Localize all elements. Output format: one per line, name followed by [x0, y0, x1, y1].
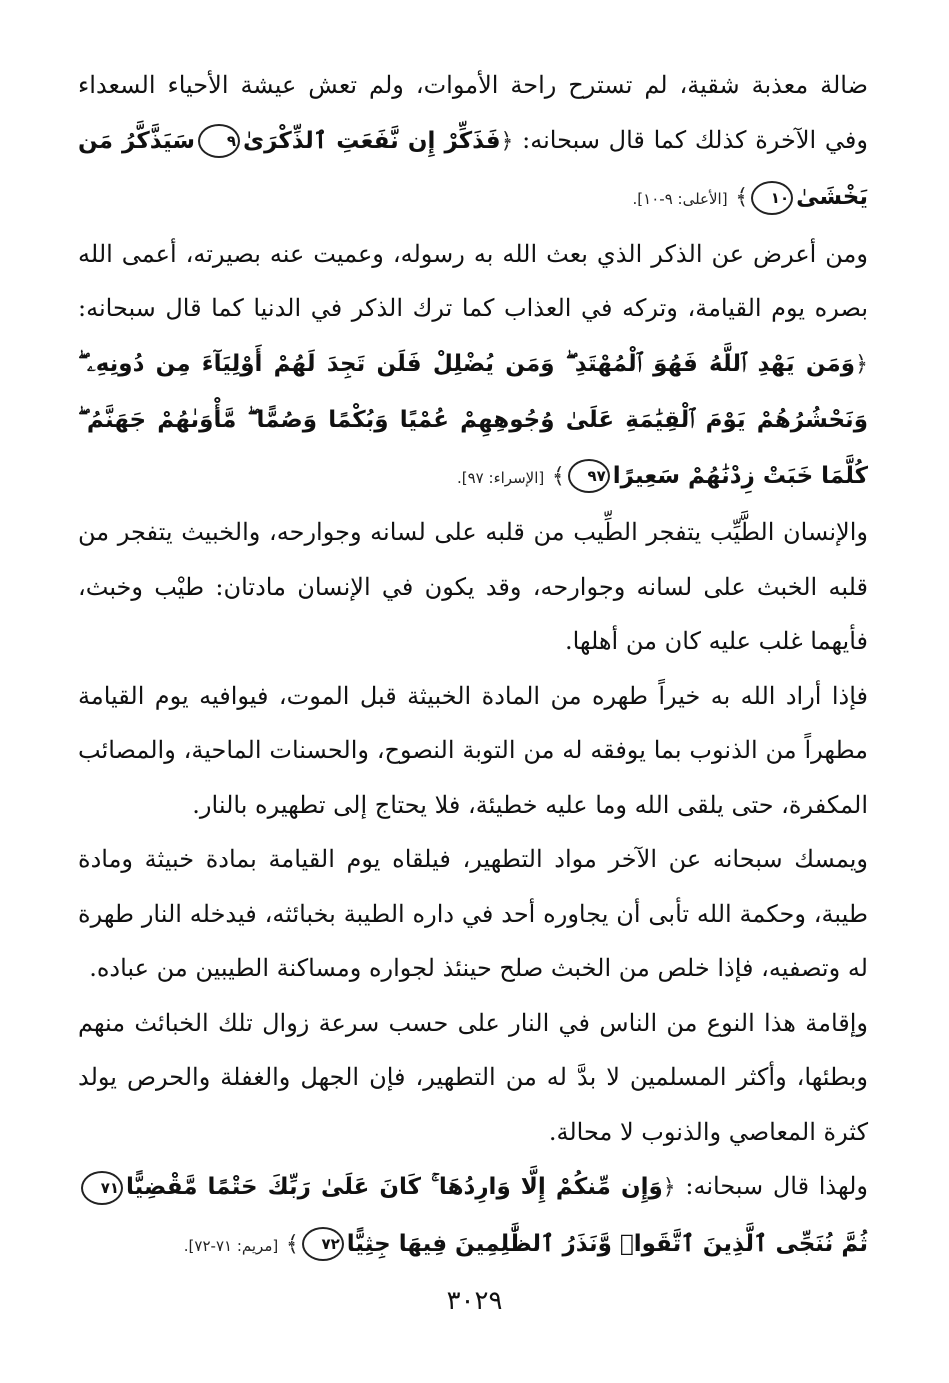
- quran-open-bracket: ﴿: [500, 128, 514, 154]
- paragraph-text: ضالة معذبة شقية، لم تسترح راحة الأموات، ولم تعش عيشة الأحياء السعداء وفي الآخرة كذلك كما قال سبحانه:: [78, 71, 868, 154]
- page-number: ٣٠٢٩: [446, 1286, 503, 1316]
- paragraph-3: والإنسان الطَّيِّب يتفجر الطِّيب من قلبه على لسانه وجوارحه، والخبيث يتفجر من قلبه الخبث على لسانه وجوارحه، وقد يكون في الإنسان مادتان: طيْب وخبث، فأيهما غلب عليه كان من أهلها.: [78, 518, 868, 655]
- paragraph-text: ولهذا قال سبحانه:: [675, 1172, 868, 1200]
- quran-close-bracket: ﴾: [551, 463, 565, 489]
- paragraph-1: [78, 58, 868, 227]
- quran-open-bracket: ﴿: [662, 1175, 676, 1200]
- verse-reference: [الأعلى: ٩-١٠].: [632, 190, 728, 208]
- quran-close-bracket: ﴾: [285, 1231, 299, 1257]
- ayah-number-marker: ٧١: [81, 1171, 123, 1205]
- paragraph-6: وإقامة هذا النوع من الناس في النار على حسب سرعة زوال تلك الخبائث منهم وبطئها، وأكثر المسلمين لا بدَّ له من التطهير، فإن الجهل والغفلة والحرص يولد كثرة المعاصي والذنوب لا محالة.: [78, 1008, 868, 1146]
- paragraph-7: [78, 1159, 868, 1273]
- ayah-number-marker: ١٠: [751, 181, 793, 215]
- quran-verse: وَإِن مِّنكُمْ إِلَّا وَارِدُهَا ۚ كَانَ عَلَىٰ رَبِّكَ حَتْمًا مَّقْضِيًّا: [126, 1174, 663, 1200]
- quran-verse: ثُمَّ نُنَجِّى ٱلَّذِينَ ٱتَّقَوا۟ وَّنَذَرُ ٱلظَّٰلِمِينَ فِيهَا جِثِيًّا: [346, 1230, 868, 1257]
- quran-open-bracket: ﴿: [855, 351, 868, 377]
- ayah-number-marker: ٩: [198, 124, 240, 158]
- quran-verse: سَيَذَّكَّرُ مَن يَخْشَىٰ: [78, 127, 868, 210]
- paragraph-text: ومن أعرض عن الذكر الذي بعث الله به رسوله، وعميت عنه بصيرته، أعمى الله بصره يوم القيامة، وتركه في العذاب كما ترك الذكر في الدنيا كما قال سبحانه:: [78, 239, 868, 322]
- paragraph-5: ويمسك سبحانه عن الآخر مواد التطهير، فيلقاه يوم القيامة بمادة خبيثة ومادة طيبة، وحكمة الله تأبى أن يجاوره أحد في داره الطيبة بخبائثه، فيدخله النار طهرة له وتصفيه، فإذا خلص من الخبث صلح حينئذ لجواره ومساكنة الطيبين من عباده.: [78, 845, 868, 982]
- quran-verse: فَذَكِّرْ إِن نَّفَعَتِ ٱلذِّكْرَىٰ: [243, 127, 501, 154]
- paragraph-2: [78, 227, 868, 506]
- verse-reference: [مريم: ٧١-٧٢].: [183, 1236, 279, 1255]
- paragraph-4: فإذا أراد الله به خيراً طهره من المادة الخبيثة قبل الموت، فيوافيه يوم القيامة مطهراً من الذنوب بما يوفقه له من التوبة النصوح، والحسنات الماحية، والمصائب المكفرة، حتى يلقى الله وما عليه خطيئة، فلا يحتاج إلى تطهيره بالنار.: [78, 681, 868, 819]
- ayah-number-marker: ٩٧: [568, 459, 610, 493]
- quran-verse: وَمَن يَهْدِ ٱللَّهُ فَهُوَ ٱلْمُهْتَدِ ۖ وَمَن يُضْلِلْ فَلَن تَجِدَ لَهُمْ أَوْلِيَآءَ مِن دُونِهِۦ ۖ وَنَحْشُرُهُمْ يَوْمَ ٱلْقِيَٰمَةِ عَلَىٰ وُجُوهِهِمْ عُمْيًا وَبُكْمًا وَصُمًّا ۖ مَّأْوَىٰهُمْ جَهَنَّمُ ۖ كُلَّمَا خَبَتْ زِدْنَٰهُمْ سَعِيرًا: [78, 350, 868, 489]
- verse-reference: [الإسراء: ٩٧].: [457, 468, 545, 487]
- page-body: [78, 58, 868, 1318]
- ayah-number-marker: ٧٢: [302, 1227, 344, 1261]
- quran-close-bracket: ﴾: [735, 185, 749, 210]
